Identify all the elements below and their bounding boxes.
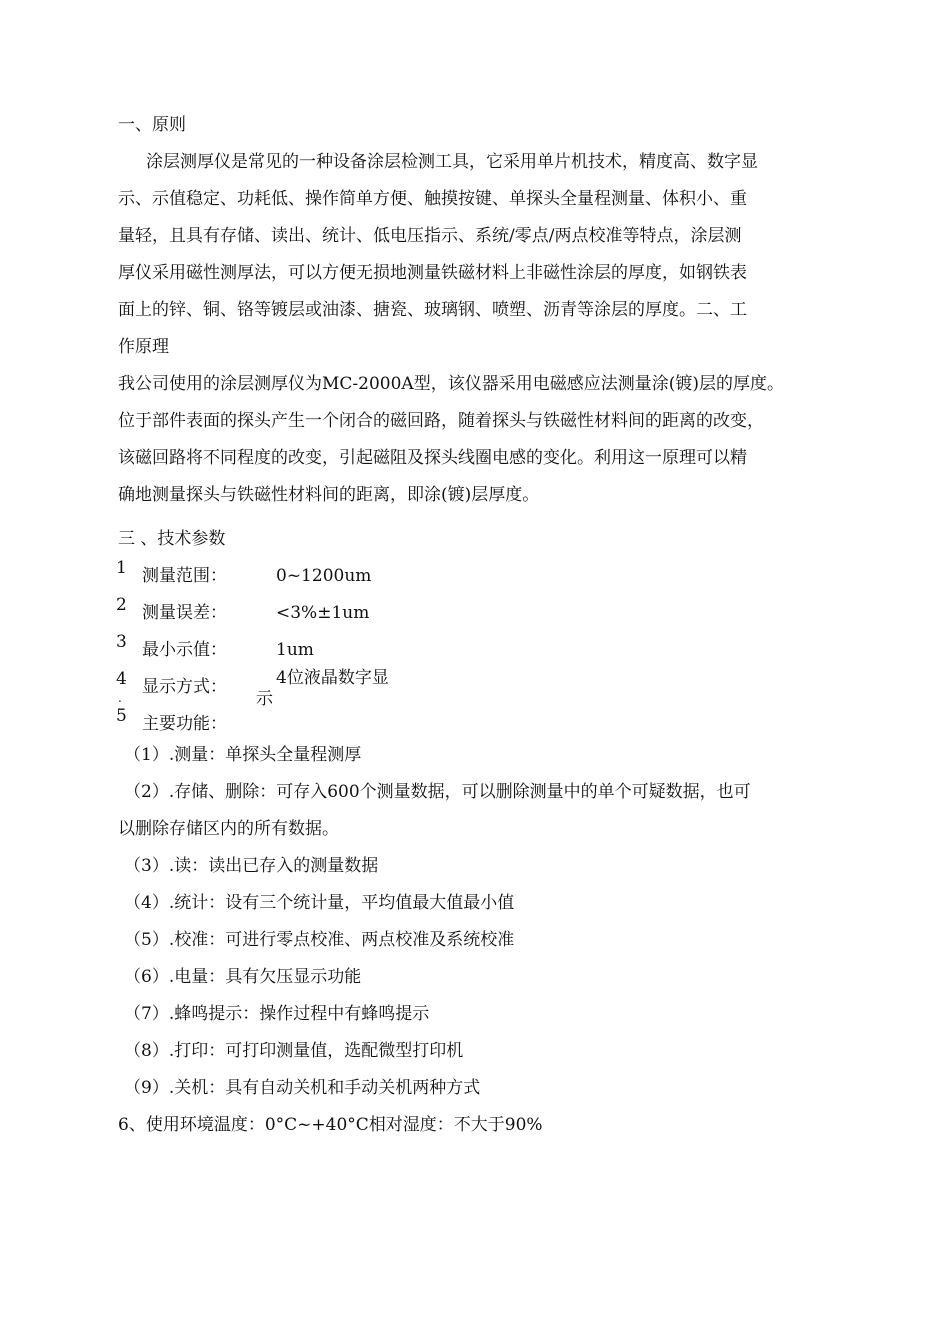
paragraph-line: 量轻，且具有存储、读出、统计、低电压指示、系统/零点/两点校准等特点，涂层测 xyxy=(118,226,742,246)
param-label: 最小示值： xyxy=(142,640,227,660)
paragraph-line: 厚仪采用磁性测厚法，可以方便无损地测量铁磁材料上非磁性涂层的厚度，如钢铁表 xyxy=(118,263,747,283)
param-value-wrap: 示 xyxy=(256,689,273,709)
param-number: 5 xyxy=(116,706,127,726)
param-value: 4位液晶数字显 xyxy=(276,668,389,688)
param-label: 测量误差： xyxy=(142,603,227,623)
paragraph-line: 该磁回路将不同程度的改变，引起磁阻及探头线圈电感的变化。利用这一原理可以精 xyxy=(118,448,747,468)
param-number: 4 xyxy=(116,669,127,689)
function-item: （4）.统计：设有三个统计量，平均值最大值最小值 xyxy=(124,893,515,913)
paragraph-line: 位于部件表面的探头产生一个闭合的磁回路，随着探头与铁磁性材料间的距离的改变， xyxy=(118,411,764,431)
param-number-dot: . xyxy=(118,691,122,705)
paragraph-line: 涂层测厚仪是常见的一种设备涂层检测工具，它采用单片机技术，精度高、数字显 xyxy=(146,152,758,172)
param-value: <3%±1um xyxy=(276,603,370,623)
param-number: 3 xyxy=(116,632,127,652)
param-value: 1um xyxy=(276,640,314,660)
paragraph-line: 面上的锌、铜、铬等镀层或油漆、搪瓷、玻璃钢、喷塑、沥青等涂层的厚度。二、工 xyxy=(118,300,747,320)
paragraph-line: 我公司使用的涂层测厚仪为MC-2000A型，该仪器采用电磁感应法测量涂(镀)层的厚度。 xyxy=(118,374,784,394)
function-item-continuation: 以删除存储区内的所有数据。 xyxy=(118,819,339,839)
function-item: （2）.存储、删除：可存入600个测量数据，可以删除测量中的单个可疑数据，也可 xyxy=(124,782,751,802)
paragraph-line: 示、示值稳定、功耗低、操作简单方便、触摸按键、单探头全量程测量、体积小、重 xyxy=(118,189,747,209)
function-item: （7）.蜂鸣提示：操作过程中有蜂鸣提示 xyxy=(124,1004,430,1024)
function-item: （5）.校准：可进行零点校准、两点校准及系统校准 xyxy=(124,930,515,950)
environment-line: 6、使用环境温度：0°C~+40°C相对湿度：不大于90% xyxy=(118,1115,543,1135)
function-item: （6）.电量：具有欠压显示功能 xyxy=(124,967,362,987)
param-label: 主要功能： xyxy=(142,714,227,734)
function-item: （9）.关机：具有自动关机和手动关机两种方式 xyxy=(124,1078,481,1098)
section-heading-principle: 一、原则 xyxy=(118,115,186,135)
function-item: （1）.测量：单探头全量程测厚 xyxy=(124,745,362,765)
param-label: 测量范围： xyxy=(142,566,227,586)
function-item: （8）.打印：可打印测量值，选配微型打印机 xyxy=(124,1041,464,1061)
param-label: 显示方式： xyxy=(142,677,227,697)
function-item: （3）.读：读出已存入的测量数据 xyxy=(124,856,379,876)
paragraph-line: 作原理 xyxy=(118,337,169,357)
param-value: 0~1200um xyxy=(276,566,372,586)
param-number: 1 xyxy=(116,558,127,578)
section-heading-tech-params: 三 、技术参数 xyxy=(118,529,226,549)
param-number: 2 xyxy=(116,595,127,615)
paragraph-line: 确地测量探头与铁磁性材料间的距离，即涂(镀)层厚度。 xyxy=(118,485,540,505)
